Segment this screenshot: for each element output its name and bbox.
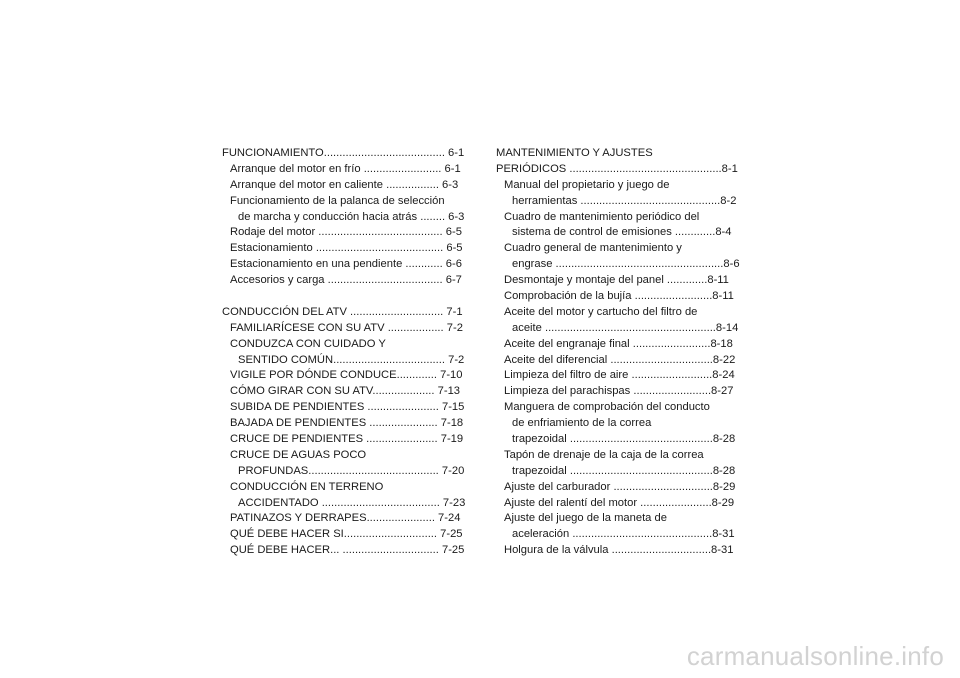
toc-entry: Ajuste del ralentí del motor .......................8-29 bbox=[504, 496, 735, 509]
toc-entry: engrase ......................................................8-6 bbox=[512, 258, 740, 271]
toc-spacer bbox=[222, 289, 468, 305]
toc-entry: CRUCE DE AGUAS POCO bbox=[230, 448, 367, 461]
toc-entry: PATINAZOS Y DERRAPES...................... 7-24 bbox=[230, 512, 461, 525]
toc-column-left bbox=[222, 146, 468, 559]
toc-section-heading: FUNCIONAMIENTO....................................... 6-1 bbox=[222, 147, 465, 159]
toc-entry: CÓMO GIRAR CON SU ATV.................... 7-13 bbox=[230, 385, 461, 398]
toc-entry: Estacionamiento en una pendiente ............ 6-6 bbox=[230, 258, 462, 271]
toc-entry: QUÉ DEBE HACER SI.............................. 7-25 bbox=[230, 528, 463, 541]
toc-entry: Aceite del diferencial .................................8-22 bbox=[504, 353, 736, 366]
toc-entry: trapezoidal ..............................................8-28 bbox=[512, 464, 736, 477]
toc-entry: Arranque del motor en frío ......................... 6-1 bbox=[230, 162, 461, 175]
toc-entry: CRUCE DE PENDIENTES ....................... 7-19 bbox=[230, 433, 464, 446]
toc-entry: SENTIDO COMÚN.................................... 7-2 bbox=[238, 353, 465, 366]
toc-entry: de enfriamiento de la correa bbox=[512, 417, 652, 430]
toc-entry: PROFUNDAS.......................................... 7-20 bbox=[238, 464, 465, 477]
toc-section-heading: PERIÓDICOS .................................................8-1 bbox=[496, 162, 738, 175]
toc-entry: Aceite del engranaje final .........................8-18 bbox=[504, 337, 733, 350]
toc-entry: Tapón de drenaje de la caja de la correa bbox=[504, 448, 704, 461]
toc-entry: Comprobación de la bujía .........................8-11 bbox=[504, 290, 734, 303]
toc-entry: CONDUZCA CON CUIDADO Y bbox=[230, 337, 386, 350]
toc-entry: herramientas .............................................8-2 bbox=[512, 194, 737, 207]
toc-entry: Limpieza del filtro de aire ..........................8-24 bbox=[504, 369, 735, 382]
toc-entry: sistema de control de emisiones .............8-4 bbox=[512, 226, 732, 239]
toc-entry: FAMILIARÍCESE CON SU ATV .................. 7-2 bbox=[230, 321, 463, 334]
toc-entry: Funcionamiento de la palanca de selección bbox=[230, 194, 445, 207]
toc-column-right bbox=[496, 146, 746, 559]
toc-entry: aceite .......................................................8-14 bbox=[512, 321, 739, 334]
watermark-text: carmanualsonline.info bbox=[686, 641, 944, 671]
toc-entry: Arranque del motor en caliente ................. 6-3 bbox=[230, 178, 459, 191]
toc-entry: trapezoidal ..............................................8-28 bbox=[512, 433, 736, 446]
toc-entry: Manguera de comprobación del conducto bbox=[504, 401, 710, 414]
toc-entry: Manual del propietario y juego de bbox=[504, 178, 670, 191]
toc-entry: aceleración .............................................8-31 bbox=[512, 528, 735, 541]
toc-entry: Ajuste del carburador ................................8-29 bbox=[504, 480, 736, 493]
toc-entry: ACCIDENTADO ...................................... 7-23 bbox=[238, 496, 466, 509]
toc-section-heading: MANTENIMIENTO Y AJUSTES bbox=[496, 147, 653, 159]
toc-entry: Cuadro general de mantenimiento y bbox=[504, 242, 682, 255]
toc-entry: Rodaje del motor ........................................ 6-5 bbox=[230, 226, 462, 239]
toc-entry: Desmontaje y montaje del panel .............8-11 bbox=[504, 274, 729, 287]
toc-entry: Estacionamiento ......................................... 6-5 bbox=[230, 242, 463, 255]
toc-entry: QUÉ DEBE HACER... ............................... 7-25 bbox=[230, 544, 465, 557]
toc-entry: SUBIDA DE PENDIENTES ....................... 7-15 bbox=[230, 401, 465, 414]
toc-entry: Holgura de la válvula ................................8-31 bbox=[504, 544, 734, 557]
toc-entry: Accesorios y carga ..................................... 6-7 bbox=[230, 274, 462, 287]
toc-entry: BAJADA DE PENDIENTES ...................... 7-18 bbox=[230, 417, 464, 430]
toc-entry: Cuadro de mantenimiento periódico del bbox=[504, 210, 700, 223]
toc-entry: Ajuste del juego de la maneta de bbox=[504, 512, 667, 525]
toc-entry: Aceite del motor y cartucho del filtro de bbox=[504, 305, 698, 318]
toc-entry: CONDUCCIÓN EN TERRENO bbox=[230, 480, 384, 493]
toc-entry: Limpieza del parachispas .........................8-27 bbox=[504, 385, 734, 398]
toc-entry: de marcha y conducción hacia atrás ........ 6-3 bbox=[238, 210, 465, 223]
toc-section-heading: CONDUCCIÓN DEL ATV .............................. 7-1 bbox=[222, 305, 463, 318]
toc-entry: VIGILE POR DÓNDE CONDUCE............. 7-10 bbox=[230, 369, 463, 382]
